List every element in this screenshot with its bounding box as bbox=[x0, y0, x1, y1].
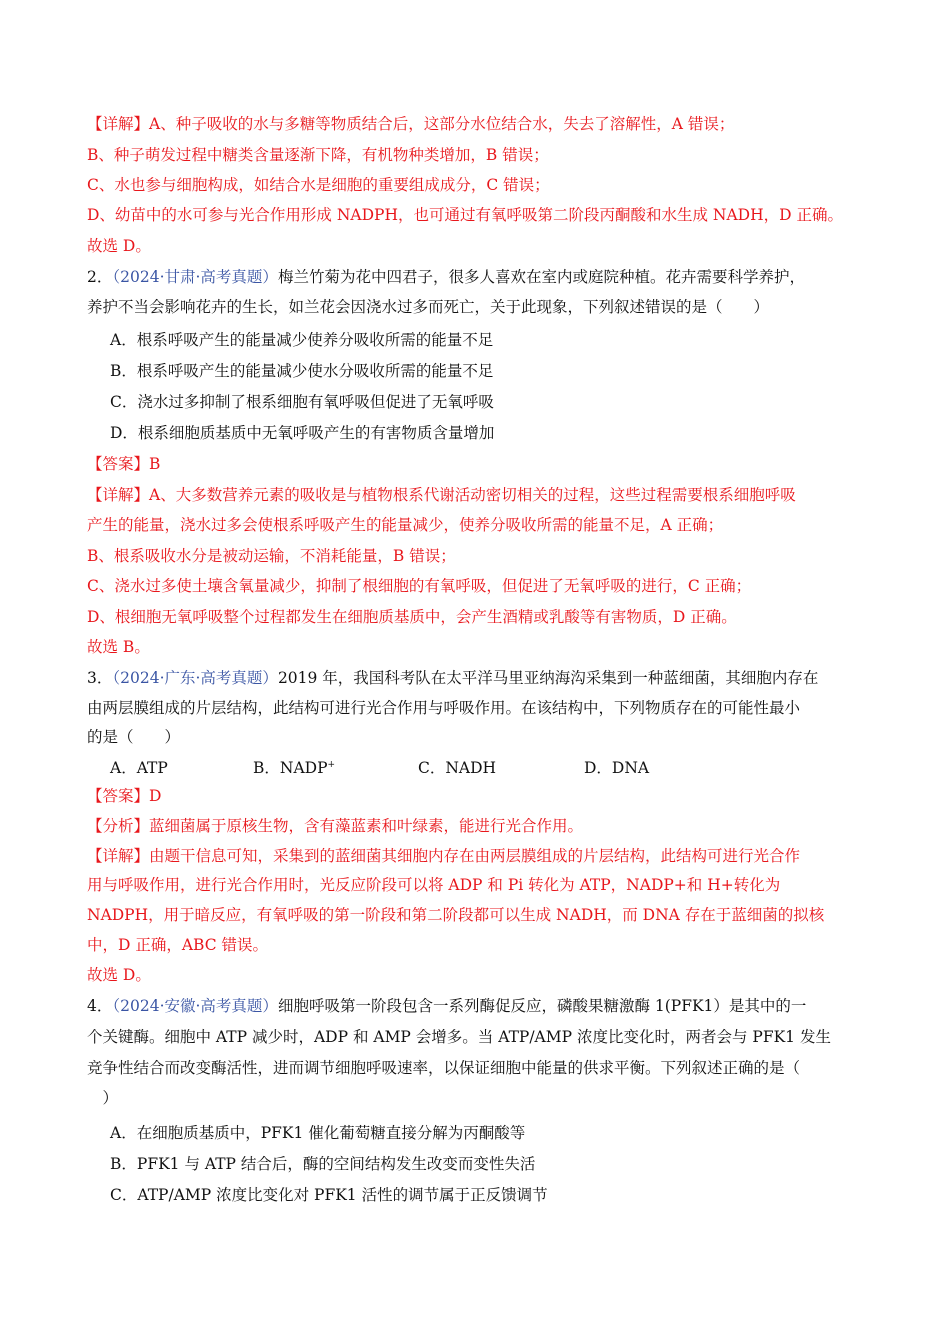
detail-line: C、浇水过多使土壤含氧量减少，抑制了根细胞的有氧呼吸，但促进了无氧呼吸的进行，C 正确； bbox=[87, 577, 752, 595]
option-c: C．ATP/AMP 浓度比变化对 PFK1 活性的调节属于正反馈调节 bbox=[110, 1186, 548, 1204]
question-text: 竞争性结合而改变酶活性，进而调节细胞呼吸速率，以保证细胞中能量的供求平衡。下列叙述正确的是（ bbox=[87, 1059, 801, 1077]
detail-line: NADPH，用于暗反应，有氧呼吸的第一阶段和第二阶段都可以生成 NADH，而 DNA 存在于蓝细菌的拟核 bbox=[87, 906, 825, 924]
detail-line: 【详解】A、种子吸收的水与多糖等物质结合后，这部分水位结合水，失去了溶解性，A 错误； bbox=[87, 115, 735, 133]
option-a: A．根系呼吸产生的能量减少使养分吸收所需的能量不足 bbox=[110, 331, 494, 349]
question-2-stem bbox=[87, 267, 805, 289]
option-b: B．根系呼吸产生的能量减少使水分吸收所需的能量不足 bbox=[110, 362, 494, 380]
question-text: 梅兰竹菊为花中四君子，很多人喜欢在室内或庭院种植。花卉需要科学养护， bbox=[277, 268, 805, 286]
question-number: 4． bbox=[87, 997, 113, 1015]
conclusion-line: 故选 B。 bbox=[87, 638, 150, 656]
detail-line: 中，D 正确，ABC 错误。 bbox=[87, 936, 269, 954]
option-a: A．在细胞质基质中，PFK1 催化葡萄糖直接分解为丙酮酸等 bbox=[110, 1124, 526, 1142]
detail-line: 【详解】由题干信息可知，采集到的蓝细菌其细胞内存在由两层膜组成的片层结构，此结构可进行光合作 bbox=[87, 847, 801, 865]
option-a: A．ATP bbox=[110, 759, 168, 778]
question-text: 养护不当会影响花卉的生长，如兰花会因浇水过多而死亡，关于此现象，下列叙述错误的是（ ） bbox=[87, 298, 770, 316]
question-text: 2019 年，我国科考队在太平洋马里亚纳海沟采集到一种蓝细菌，其细胞内存在 bbox=[277, 669, 819, 687]
question-source: （2024·安徽·高考真题） bbox=[112, 997, 278, 1015]
options-row bbox=[110, 755, 649, 777]
detail-line: B、种子萌发过程中糖类含量逐渐下降，有机物种类增加，B 错误； bbox=[87, 146, 549, 164]
question-3-stem bbox=[87, 668, 818, 690]
answer-line: 【答案】D bbox=[87, 787, 162, 805]
detail-line: D、根细胞无氧呼吸整个过程都发生在细胞质基质中，会产生酒精或乳酸等有害物质，D 正确。 bbox=[87, 608, 737, 626]
question-number: 3． bbox=[87, 669, 113, 687]
question-text: ） bbox=[87, 1089, 119, 1107]
option-b bbox=[253, 755, 418, 778]
detail-line: 【详解】A、大多数营养元素的吸收是与植物根系代谢活动密切相关的过程，这些过程需要根系细胞呼吸 bbox=[87, 486, 796, 504]
superscript: + bbox=[327, 760, 336, 770]
analysis-line: 【分析】蓝细菌属于原核生物，含有藻蓝素和叶绿素，能进行光合作用。 bbox=[87, 817, 584, 835]
option-c: C．浇水过多抑制了根系细胞有氧呼吸但促进了无氧呼吸 bbox=[110, 393, 494, 411]
conclusion-line: 故选 D。 bbox=[87, 966, 151, 984]
option-b-text: B．NADP bbox=[253, 759, 328, 778]
option-d: D．根系细胞质基质中无氧呼吸产生的有害物质含量增加 bbox=[110, 424, 495, 442]
question-text: 细胞呼吸第一阶段包含一系列酶促反应，磷酸果糖激酶 1(PFK1）是其中的一 bbox=[277, 997, 807, 1015]
conclusion-line: 故选 D。 bbox=[87, 237, 151, 255]
question-4-stem bbox=[87, 996, 806, 1018]
detail-line: C、水也参与细胞构成，如结合水是细胞的重要组成成分，C 错误； bbox=[87, 176, 550, 194]
question-text: 的是（ ） bbox=[87, 728, 181, 746]
question-text: 个关键酶。细胞中 ATP 减少时，ADP 和 AMP 会增多。当 ATP/AMP 浓度比变化时，两者会与 PFK1 发生 bbox=[87, 1028, 831, 1046]
option-d: D．DNA bbox=[584, 759, 650, 778]
question-number: 2． bbox=[87, 268, 113, 286]
option-b: B．PFK1 与 ATP 结合后，酶的空间结构发生改变而变性失活 bbox=[110, 1155, 536, 1173]
detail-line: 用与呼吸作用，进行光合作用时，光反应阶段可以将 ADP 和 Pi 转化为 ATP，NADP+和 H+转化为 bbox=[87, 876, 781, 894]
question-source: （2024·广东·高考真题） bbox=[112, 669, 278, 687]
question-source: （2024·甘肃·高考真题） bbox=[112, 268, 278, 286]
option-c: C．NADH bbox=[418, 759, 497, 778]
detail-line: 产生的能量，浇水过多会使根系呼吸产生的能量减少，使养分吸收所需的能量不足，A 正确； bbox=[87, 516, 724, 534]
answer-line: 【答案】B bbox=[87, 455, 161, 473]
question-text: 由两层膜组成的片层结构，此结构可进行光合作用与呼吸作用。在该结构中，下列物质存在的可能性最小 bbox=[87, 699, 801, 717]
detail-line: D、幼苗中的水可参与光合作用形成 NADPH，也可通过有氧呼吸第二阶段丙酮酸和水生成 NADH，D 正确。 bbox=[87, 206, 843, 224]
detail-line: B、根系吸收水分是被动运输，不消耗能量，B 错误； bbox=[87, 547, 456, 565]
